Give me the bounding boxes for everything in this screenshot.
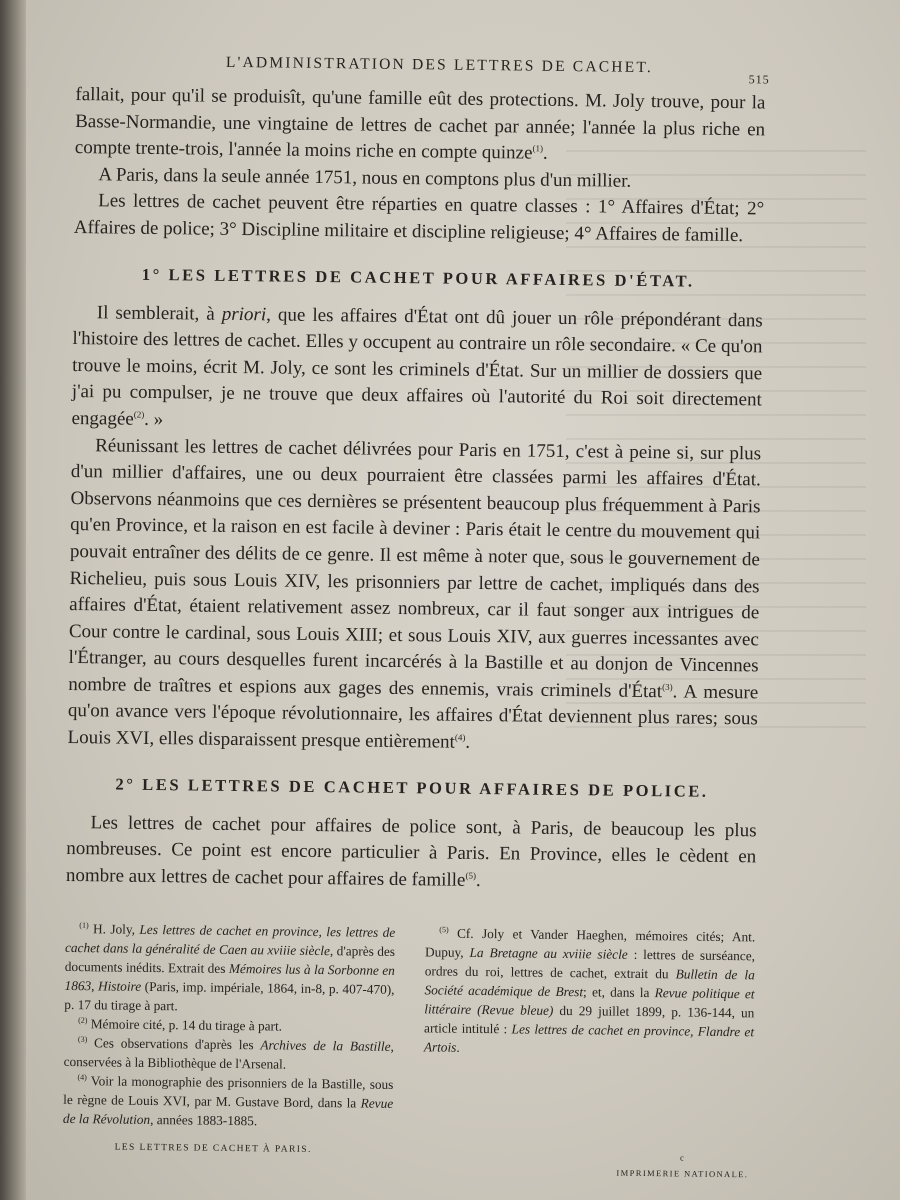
footnote-1-text-c: , [91, 978, 99, 994]
footnote-1-text-d: (Paris, imp. impériale, 1864, in-8, p. 407-470), p. 17 du tirage à part. [64, 979, 395, 1014]
running-title: L'ADMINISTRATION DES LETTRES DE CACHET. [225, 53, 654, 77]
section2-p1-text: Les lettres de cachet pour affaires de police sont, à Paris, de beaucoup les plus nombreuses. Ce point est encore particulier à Paris. En Province, elles le cèdent en nombre aux lettres de cachet pour affaires de famille [65, 811, 757, 891]
footnote-4-number: (4) [77, 1073, 87, 1083]
section2-paragraph-1 [66, 810, 757, 898]
section-heading-affaires-etat: 1° LES LETTRES DE CACHET POUR AFFAIRES D'ÉTAT. [141, 264, 695, 291]
book-spine-shadow [0, 0, 28, 1200]
footnotes-left-column [63, 919, 396, 1132]
footnote-3-text-b: , conservées à la Bibliothèque de l'Arsenal. [63, 1039, 394, 1073]
footnote-2-text: Mémoire cité, p. 14 du tirage à part. [90, 1016, 283, 1035]
signature-sheet-letter: c [679, 1152, 686, 1163]
footnote-5-text-d: du 29 juillet 1899, p. 136-144, un article intitulé : [424, 1003, 755, 1037]
signature-title: LES LETTRES DE CACHET À PARIS. [114, 1142, 312, 1156]
footnote-3-text-a: Ces observations d'après les [93, 1035, 261, 1053]
section1-p1-text-b: , que les affaires d'État ont dû jouer un rôle prépondérant dans l'histoire des lettres de cachet. Elles y occupent au contraire un rôle secondaire. « Ce qu'on trouve le moins, écrit M. Joly, ce sont les criminels d'État. Sur un millier de dossiers que j'ai pu compulser, je ne trouve que deux affaires où l'autorité du Roi soit directement engagée [71, 303, 763, 430]
section1-paragraph-1 [71, 300, 763, 441]
footnote-5-bretagne: La Bretagne au xviiie siècle [469, 945, 628, 963]
section1-p1-priori: priori [221, 303, 267, 325]
note-ref-3: (3) [662, 681, 673, 692]
footnote-1-text-b: , d'après des documents inédits. Extrait des [64, 943, 396, 977]
section-heading-affaires-police: 2° LES LETTRES DE CACHET POUR AFFAIRES DE POLICE. [115, 774, 709, 801]
intro-text-1: fallait, pour qu'il se produisît, qu'une famille eût des protections. M. Joly trouve, pour la Basse-Normandie, une vingtaine de lettres de cachet par année; l'année la plus riche en compte trente-trois, l'année la moins riche en compte quinze [74, 83, 766, 164]
page-content [62, 52, 770, 1181]
section1-p2-text-b: . A mesure qu'on avance vers l'époque révolutionnaire, les affaires d'État deviennent plus rares; sous Louis XVI, elles disparaissent presque entièrement [67, 681, 759, 753]
footnote-4-text-a: Voir la monographie des prisonniers de la Bastille, sous le règne de Louis XVI, par M. Gustave Bord, dans la [63, 1073, 394, 1111]
footnote-5-number: (5) [439, 925, 449, 935]
section1-paragraph-2 [67, 433, 761, 761]
signature-printer: IMPRIMERIE NATIONALE. [616, 1168, 749, 1180]
intro-paragraph-2: A Paris, dans la seule année 1751, nous en comptons plus d'un millier. [98, 164, 632, 192]
section1-p1-text-a: Il semblerait, à [96, 301, 222, 325]
section1-p2-text-a: Réunissant les lettres de cachet délivrées pour Paris en 1751, c'est à peine si, sur plus d'un millier d'affaires, une ou deux pourraient être classées parmi les affaires d'État. Observons néanmoins que ces dernières se présentent beaucoup plus fréquemment à Paris qu'en Province, et la raison en est facile à deviner : Paris était le centre du mouvement qui pouvait entraîner des délits de ce genre. Il est même à noter que, sous le gouvernement de Richelieu, puis sous Louis XIV, les prisonniers par lettre de cachet, impliqués dans des affaires d'État, étaient relativement assez nombreux, car il faut songer aux intrigues de Cour contre le cardinal, sous Louis XIII; et sous Louis XIV, aux guerres incessantes avec l'Étranger, au cours desquelles furent incarcérés à la Bastille et au donjon de Vincennes nombre de traîtres et espions aux gages des ennemis, vrais criminels d'État [68, 434, 762, 703]
footnote-4-revue: Revue de la Révolution [62, 1095, 394, 1128]
footnote-5 [424, 924, 756, 1061]
footnote-2-number: (2) [78, 1016, 88, 1026]
section1-p2-end: . [465, 731, 471, 753]
section2-p1-end: . [475, 869, 481, 891]
footnote-1 [64, 919, 395, 1018]
footnote-5-text-c: ; et, dans la [582, 984, 655, 1001]
footnote-5-revue-politique: Revue politique et littéraire (Revue bleue) [424, 985, 755, 1019]
book-page [26, 0, 900, 1200]
note-ref-5: (5) [465, 870, 477, 881]
footnote-1-title: Les lettres de cachet en province, les lettres de cachet dans la généralité de Caen au xviiie siècle [64, 922, 396, 959]
footnote-1-number: (1) [79, 921, 89, 931]
intro-paragraph-3: Les lettres de cachet peuvent être réparties en quatre classes : 1° Affaires d'État; 2° Affaires de police; 3° Discipline militaire et discipline religieuse; 4° Affaires de famille. [73, 190, 765, 247]
footnote-5-bulletin: Bulletin de la Société académique de Brest [424, 966, 755, 1000]
signature-printer-block [616, 1149, 748, 1183]
footnote-5-text-b: : lettres de surséance, ordres du roi, lettres de cachet, extrait du [424, 947, 756, 982]
note-ref-1: (1) [532, 143, 544, 154]
footnotes-right-column [423, 924, 756, 1137]
footnote-3-number: (3) [77, 1035, 88, 1045]
footnote-3 [64, 1033, 394, 1075]
footnote-1-histoire: Histoire [97, 978, 142, 995]
footnote-4 [63, 1071, 394, 1132]
section1-p1-end: . » [144, 408, 164, 431]
intro-paragraph-1: fallait, pour qu'il se produisît, qu'une famille eût des protections. M. Joly trouve, pour la Basse-Normandie, une vingtaine de lettres de cachet par année; l'année la plus riche en compte trente-trois, l'année la moins riche en compte quinze$^{(1)}$. [74, 83, 766, 164]
footnote-4-text-b: , années 1883-1885. [150, 1112, 258, 1129]
footnote-1-memoires: Mémoires lus à la Sorbonne en 1863 [64, 961, 395, 994]
footnote-5-text-a: Cf. Joly et Vander Haeghen, mémoires cités; Ant. Dupuy, [424, 926, 756, 961]
page-number: 515 [748, 72, 770, 87]
footnote-5-article-title: Les lettres de cachet en province, Flandre et Artois [423, 1021, 755, 1056]
footnote-3-archives: Archives de la Bastille [260, 1037, 391, 1055]
note-ref-4: (4) [454, 732, 466, 743]
footnote-1-text-a: H. Joly, [92, 921, 140, 938]
footnote-5-text-e: . [456, 1040, 460, 1056]
footnotes [63, 919, 756, 1136]
note-ref-2: (2) [133, 409, 145, 420]
sheet-signature [62, 1142, 752, 1180]
